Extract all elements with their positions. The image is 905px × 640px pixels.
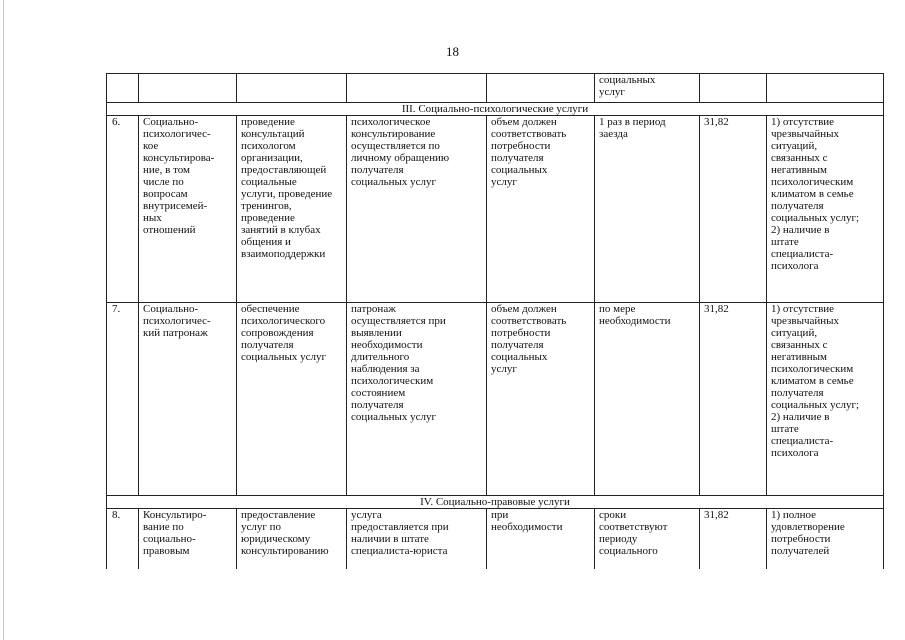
table-row xyxy=(107,116,884,303)
table-row-continued xyxy=(107,74,884,103)
section-title: III. Социально-психологические услуги xyxy=(107,103,884,116)
cell-volume: объем должен соответствовать потребности получателя социальных услуг xyxy=(487,303,595,496)
cell-description: предоставление услуг по юридическому консультированию xyxy=(237,509,347,570)
cell-conditions: услуга предоставляется при наличии в штате специалиста-юриста xyxy=(347,509,487,570)
page-number: 18 xyxy=(446,44,459,59)
cell-quality: 1) отсутствие чрезвычайных ситуаций, связанных с негативным психологическим климатом в семье получателя социальных услуг; 2) наличие в штате специалиста- психолога xyxy=(767,116,884,303)
section-title: IV. Социально-правовые услуги xyxy=(107,496,884,509)
cell-empty xyxy=(700,74,767,103)
table-row xyxy=(107,509,884,570)
cell-number: 6. xyxy=(107,116,139,303)
cell-empty xyxy=(139,74,237,103)
cell-conditions: патронаж осуществляется при выявлении необходимости длительного наблюдения за психологическим состоянием получателя социальных услуг xyxy=(347,303,487,496)
cell-frequency: сроки соответствуют периоду социального xyxy=(595,509,700,570)
cell-service-name: Социально- психологичес- кое консультирова- ние, в том числе по вопросам внутрисемей- ных отношений xyxy=(139,116,237,303)
table-row xyxy=(107,303,884,496)
cell-frequency: по мере необходимости xyxy=(595,303,700,496)
cell-empty xyxy=(767,74,884,103)
cell-service-name: Консультиро- вание по социально- правовым xyxy=(139,509,237,570)
cell-empty xyxy=(107,74,139,103)
cell-frequency: социальных услуг xyxy=(595,74,700,103)
cell-conditions: психологическое консультирование осуществляется по личному обращению получателя социальных услуг xyxy=(347,116,487,303)
cell-price: 31,82 xyxy=(700,116,767,303)
page-edge-line xyxy=(3,0,4,640)
cell-number: 7. xyxy=(107,303,139,496)
section-header-row xyxy=(107,103,884,116)
cell-empty xyxy=(237,74,347,103)
cell-volume: объем должен соответствовать потребности получателя социальных услуг xyxy=(487,116,595,303)
cell-service-name: Социально- психологичес- кий патронаж xyxy=(139,303,237,496)
cell-number: 8. xyxy=(107,509,139,570)
cell-quality: 1) полное удовлетворение потребности получателей xyxy=(767,509,884,570)
cell-frequency: 1 раз в период заезда xyxy=(595,116,700,303)
cell-quality: 1) отсутствие чрезвычайных ситуаций, связанных с негативным психологическим климатом в семье получателя социальных услуг; 2) наличие в штате специалиста- психолога xyxy=(767,303,884,496)
cell-description: обеспечение психологического сопровождения получателя социальных услуг xyxy=(237,303,347,496)
cell-description: проведение консультаций психологом организации, предоставляющей социальные услуги, проведение тренингов, проведение занятий в клубах общения и взаимоподдержки xyxy=(237,116,347,303)
services-table xyxy=(106,73,884,569)
cell-empty xyxy=(487,74,595,103)
cell-price: 31,82 xyxy=(700,303,767,496)
cell-price: 31,82 xyxy=(700,509,767,570)
cell-volume: при необходимости xyxy=(487,509,595,570)
cell-empty xyxy=(347,74,487,103)
section-header-row xyxy=(107,496,884,509)
